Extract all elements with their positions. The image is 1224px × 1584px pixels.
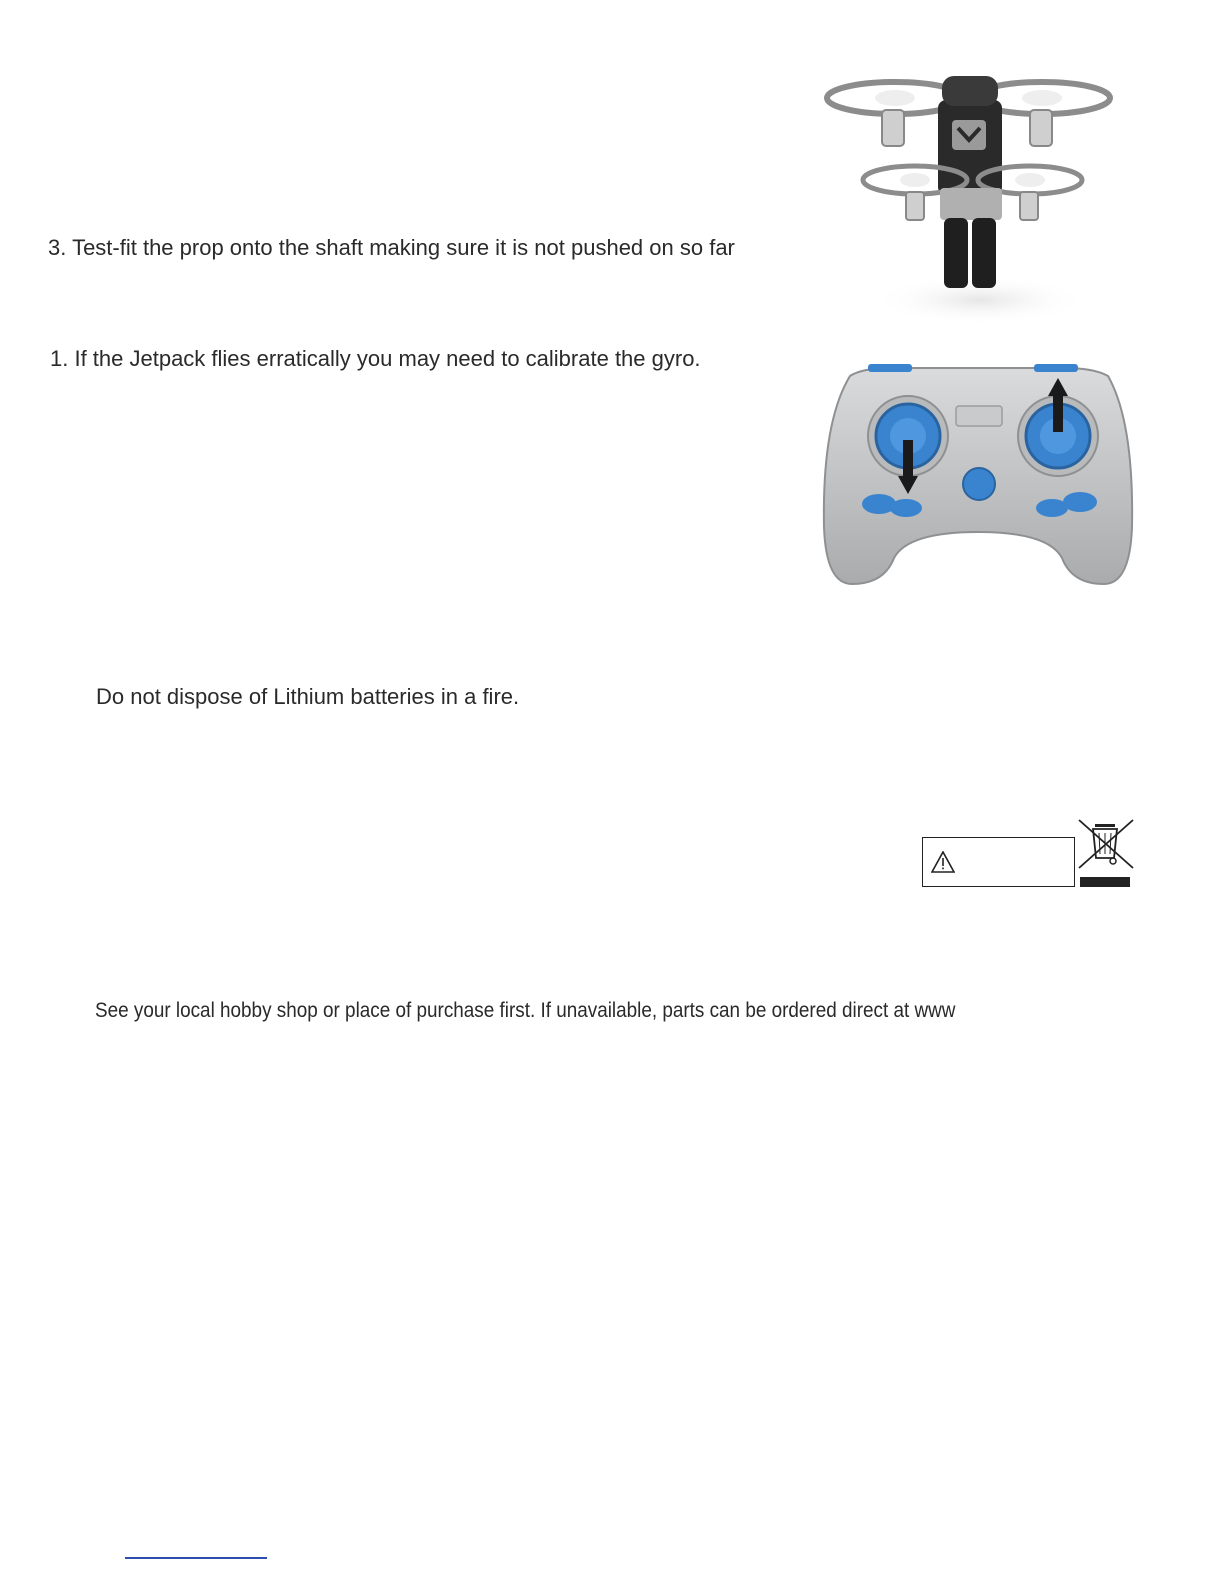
test-fit-instruction: 3. Test-fit the prop onto the shaft making sure it is not pushed on so far [48,235,735,260]
crossed-out-wheelie-bin-icon [1077,818,1135,890]
battery-warning-text: Do not dispose of Lithium batteries in a fire. [96,684,520,709]
calibrate-instruction: 1. If the Jetpack flies erratically you may need to calibrate the gyro. [50,346,701,371]
link-underline[interactable] [125,1557,267,1559]
warning-label-box [922,837,1075,887]
warning-triangle-icon [931,851,955,873]
parts-availability-text: See your local hobby shop or place of purchase first. If unavailable, parts can be ordered direct at www [95,999,956,1022]
transmitter-controller-illustration [822,362,1134,587]
jetpack-drone-illustration [820,70,1120,330]
